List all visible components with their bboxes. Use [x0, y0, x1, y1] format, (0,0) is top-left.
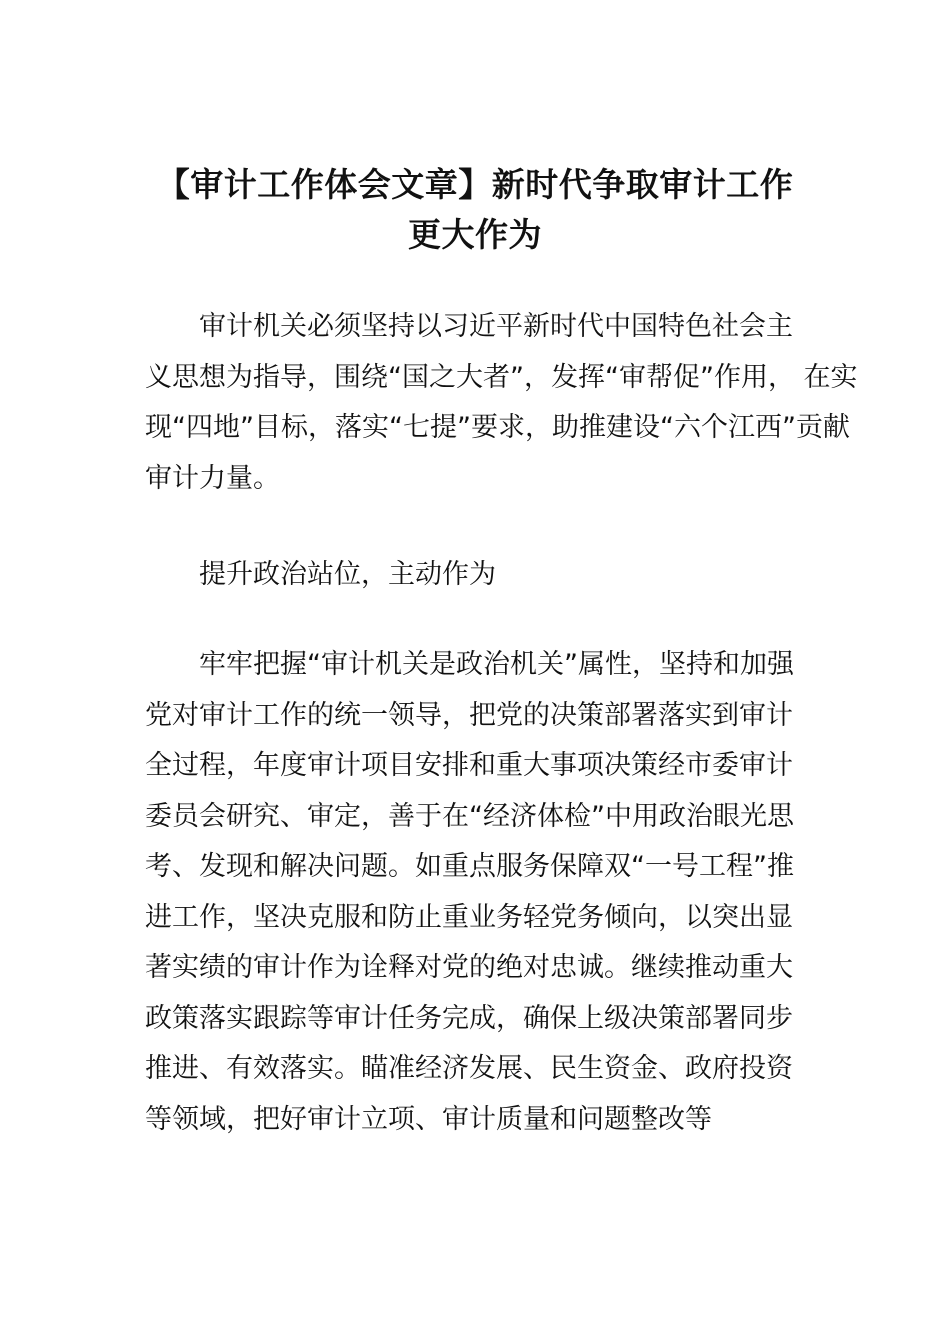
paragraph-line: 进工作，坚决克服和防止重业务轻党务倾向，以突出显	[145, 901, 793, 933]
body-paragraph	[145, 640, 815, 1145]
paragraph-line: 委员会研究、审定，善于在“经济体检”中用政治眼光思	[145, 800, 794, 832]
paragraph-line: 审计机关必须坚持以习近平新时代中国特色社会主	[199, 311, 793, 342]
paragraph-line: 审计力量。	[145, 462, 280, 494]
title-line: 更大作为	[408, 215, 542, 254]
paragraph-line: 现“四地”目标，落实“七提”要求，助推建设“六个江西”贡献	[145, 412, 850, 443]
document-title	[140, 160, 810, 260]
paragraph-line: 牢牢把握“审计机关是政治机关”属性，坚持和加强	[199, 649, 794, 680]
paragraph-line: 推进、有效落实。瞄准经济发展、民生资金、政府投资	[145, 1053, 793, 1084]
paragraph-line: 党对审计工作的统一领导，把党的决策部署落实到审计	[145, 699, 793, 731]
intro-paragraph	[145, 302, 858, 504]
title-line: 【审计工作体会文章】新时代争取审计工作	[156, 165, 794, 204]
section-heading	[145, 550, 815, 601]
paragraph-line: 全过程，年度审计项目安排和重大事项决策经市委审计	[145, 750, 793, 781]
paragraph-line: 等领域，把好审计立项、审计质量和问题整改等	[145, 1103, 712, 1135]
section-heading-text: 提升政治站位，主动作为	[199, 559, 496, 590]
paragraph-line: 考、发现和解决问题。如重点服务保障双“一号工程”推	[145, 851, 794, 882]
paragraph-line: 政策落实跟踪等审计任务完成，确保上级决策部署同步	[145, 1002, 793, 1034]
paragraph-line: 著实绩的审计作为诠释对党的绝对忠诚。继续推动重大	[145, 952, 793, 983]
paragraph-line: 义思想为指导，围绕“国之大者”，发挥“审帮促”作用， 在实	[145, 361, 858, 393]
